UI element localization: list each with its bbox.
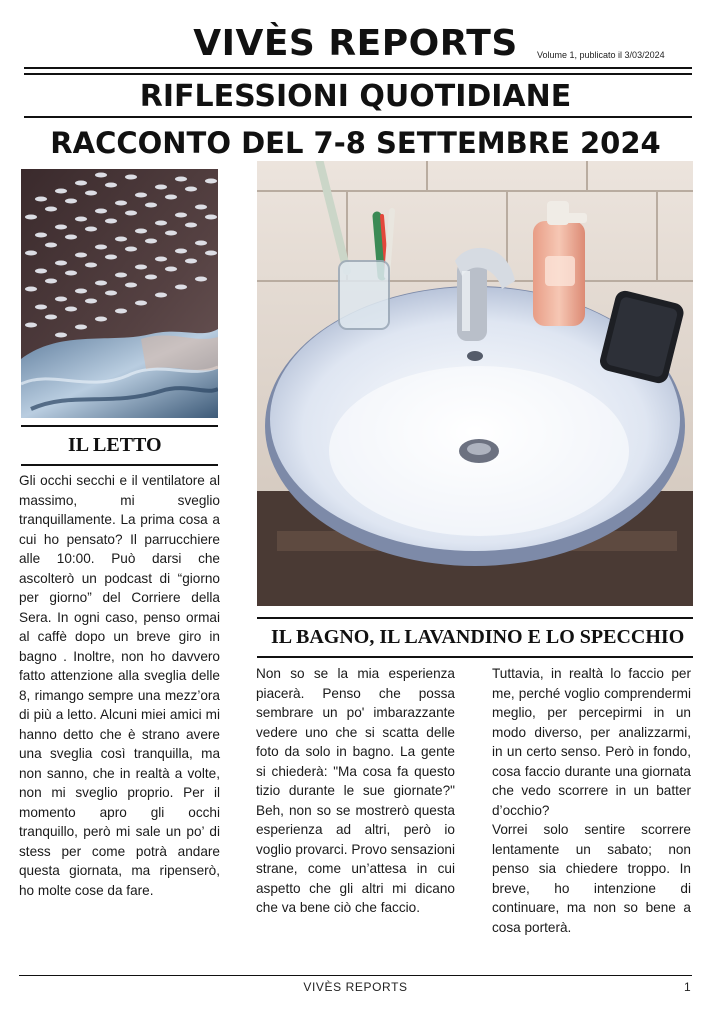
right-article-heading: IL BAGNO, IL LAVANDINO E LO SPECCHIO [271, 626, 685, 648]
right-article-col2-p1: Tuttavia, in realtà lo faccio per me, perché voglio comprendermi meglio, per percepirmi in un modo diverso, per analizzarmi, in un certo senso. Però in fondo, cosa faccio durante una giornata che vedo scorrere in un batter d’occhio? [492, 666, 691, 818]
footer-label: VIVÈS REPORTS [303, 980, 408, 994]
masthead-title: VIVÈS REPORTS [193, 23, 518, 64]
right-article-col2-p2: Vorrei solo sentire scorrere lentamente un sabato; non penso sia chiedere troppo. In breve, ho intenzione di continuare, ma non so bene a cosa porterà. [492, 822, 691, 935]
volume-info: Volume 1, publicato il 3/03/2024 [537, 50, 665, 60]
left-heading-rule-bottom [21, 464, 218, 466]
section-title: RIFLESSIONI QUOTIDIANE [139, 79, 572, 114]
sink-photo [257, 161, 693, 606]
left-heading-rule-top [21, 425, 218, 427]
right-article-col2 [492, 664, 691, 937]
masthead-rule-bottom [24, 73, 692, 75]
footer-rule [19, 975, 692, 976]
masthead-rule-top [24, 67, 692, 69]
right-article-col1: Non so se la mia esperienza piacerà. Penso che possa sembrare un po' imbarazzante vedere uno che si scatta delle foto da solo in bagno. La gente si chiederà: "Ma cosa fa questo tizio durante le sue giornate?" Beh, non so se mostrerò questa esperienza ad altri, però io voglio provarci. Provo sensazioni strane, come un’attesa in cui aspetto che gli altri mi dicano che va bene ciò che faccio. [256, 666, 455, 915]
left-article-heading: IL LETTO [68, 434, 162, 456]
headline: RACCONTO DEL 7-8 SETTEMBRE 2024 [50, 126, 661, 160]
bed-photo [21, 169, 218, 418]
page-number: 1 [684, 980, 691, 994]
left-article-body: Gli occhi secchi e il ventilatore al massimo, mi sveglio tranquillamente. La prima cosa a cui ho pensato? Il parrucchiere alle 10:00. Può darsi che ascolterò un podcast di “giorno per giorno” del Corriere della Sera. In ogni caso, penso ormai al caffè dopo un breve giro in bagno . Inoltre, non ho davvero fatto attenzione alla sveglia delle 8, rimango sempre una mezz’ora di più a letto. Alcuni miei amici mi hanno detto che è strano avere una sveglia così tranquilla, ma non sanno, che in realtà a volte, non mi sveglio proprio. Per il momento apro gli occhi tranquillo, però mi sale un po’ di stess per come potrà andare questa giornata, ma ripenserò, ho molte cose da fare. [19, 473, 220, 898]
section-rule [24, 116, 692, 118]
right-heading-rule-bottom [257, 656, 693, 658]
right-heading-rule-top [257, 617, 693, 619]
